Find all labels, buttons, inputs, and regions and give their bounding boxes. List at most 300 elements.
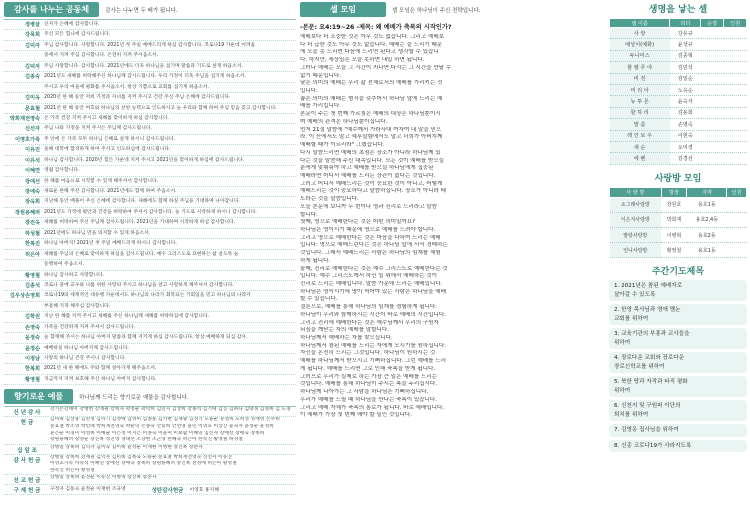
offering-names	[50, 455, 296, 475]
offering-names-line: 강병일 강옥희 강재권 김덕자 김미옥 김옥숙 노용순 문효철 박희재전영숙 신선자 이유진	[50, 454, 233, 460]
prayer-item	[609, 352, 747, 373]
sermon-line: 진리로 드리는 예배입니다. 말씀 가운데 드리는 예배입니다.	[300, 281, 443, 287]
sarangbang-table	[609, 187, 747, 259]
sermon-line: 하나님께서 예배하는 자를 찾으십니다.	[300, 335, 393, 342]
thanks-row	[4, 124, 296, 134]
sarangbang-table-cell: 황영철	[661, 243, 687, 258]
thanks-row	[4, 239, 296, 249]
middle-column	[300, 2, 606, 420]
sermon-line: 본문이 주는 첫 번째 가르침은 예배의 대상은 하나님뿐이시	[300, 111, 441, 118]
cell-table-cell: 강유규	[670, 28, 701, 39]
offering-names-line: 강병일 강옥희 윤정순 이유진 이병혁 장진옥 장춘자	[50, 475, 157, 481]
thanks-giver-name	[4, 302, 44, 311]
offering-subtitle: 하나님께 드리는 향기로운 예물을 감사합니다.	[79, 394, 189, 401]
thanks-row	[4, 145, 296, 155]
thanks-giver-name: 한복진	[24, 241, 40, 248]
cell-table-cell	[701, 50, 724, 61]
cell-table-cell	[701, 119, 724, 130]
cell-table-row	[610, 141, 747, 152]
thanks-message: 영월 감사합니다.	[44, 168, 80, 174]
thanks-row	[4, 62, 296, 72]
cell-table-cell: 손영숙	[670, 119, 701, 130]
thanks-message: 2021년도 가정에 평안과 건강을 허락하여 주셔서 감사합니다. 늘 기도로 시작하게 하시니 감사합니다.	[44, 209, 257, 215]
sermon-line: 다 더 급한 것도 아무 것도 없습니다. 예배는 늘 드리기 때문	[300, 41, 443, 48]
thanks-giver-name: 정병살	[24, 22, 40, 28]
prayer-item	[609, 400, 747, 421]
thanks-giver-name: 김덕자	[24, 42, 40, 49]
sarangbang-table-row	[610, 243, 747, 258]
offering-label: 십 일 조	[17, 447, 37, 454]
thanks-row	[4, 93, 296, 103]
sarangbang-table-cell: 용호2,4동	[687, 212, 727, 227]
prayer-item	[609, 328, 747, 349]
cell-table-cell	[724, 107, 747, 118]
prayer-item-line: 교회를 위하여	[614, 315, 649, 322]
thanks-message: 주시고 우리 마을에 평화를 주시옵소서. 항상 기쁨으로 교회를 섬기게 하옵소서.	[44, 84, 210, 90]
sermon-line: 둘째, 진리로 예배한다는 것은 예수 그리스도로 예배한다는 것	[300, 265, 448, 272]
cell-table-cell: 이현숙	[670, 130, 701, 141]
sermon-line: 하나님께서 참된 예배를 드리는 자에게 오시기를 원하십니다.	[300, 342, 446, 349]
cell-table-row	[610, 50, 747, 61]
offering-title: 향기로운 예물	[4, 389, 73, 404]
right-column	[609, 2, 747, 455]
thanks-giver-name: 김우상손영희	[9, 293, 40, 300]
sermon-line: 다. 하지만, 세상일은 오늘 못하면 내일 하면 됩니다.	[300, 57, 425, 64]
sermon-line: 예배할 때가 이르리라" 그랬습니다.	[300, 142, 385, 149]
thanks-row	[4, 156, 296, 166]
sermon-line: 게 됩니다. 예배를 드리면 그로 인해 축복을 받게 됩니다.	[300, 365, 436, 372]
cell-table-cell: 말 씀	[610, 119, 670, 130]
thanks-message: 지난 한 해를 지켜 주시고 새해를 주신 하나님께 새해를 허락하심에 감사합니다.	[44, 314, 210, 320]
sermon-line: 다는 것을 말씀해 주신 대목입니다. 모든 것이 예배를 받으실	[300, 157, 445, 164]
thanks-giver-name: 윤정숙	[24, 335, 40, 342]
thanks-giver-name: 강목희	[24, 32, 40, 39]
offering-names	[50, 407, 296, 416]
thanks-giver-name: 윤정순	[24, 345, 40, 352]
thanks-message: 한 해를 마음으로 시작할 수 있게 해주셔서 감사합니다.	[44, 178, 159, 184]
offering-names-line: 강병일 강옥희 김덕자 김미숙 김미옥 윤정순 이재현 이병현 장진옥 장춘자	[50, 444, 203, 450]
cell-header-bar	[300, 2, 606, 17]
thanks-header-bar	[4, 2, 296, 17]
sarangbang-table-cell: 장원호	[661, 197, 687, 212]
sarangbang-table-cell: 박희재	[661, 212, 687, 227]
offering-label: 선 교 헌 금	[13, 478, 41, 485]
thanks-row	[4, 197, 296, 207]
prayer-item-line: 2. 한영 목사님과 영애 멤논	[614, 307, 681, 314]
offering-names-line: 이영호가족 이유석 이혜연 장애선 장애숙 장옥희 장원용혜려 장진옥 전정애 허은아 황영철	[50, 461, 237, 467]
thanks-message: 주신 모든 힘나에 감사드립니다.	[44, 32, 111, 38]
sermon-line: 하나님은 영이시기 때문에 영으로 예배를 드려야 합니다.	[300, 226, 436, 233]
sermon-line: 먼저 21절 말씀에 "예수께서 가라사대 여자여 내 말을 믿으	[300, 126, 442, 133]
offering-row	[4, 445, 296, 455]
prayer-item-line: 위하여	[614, 339, 631, 346]
thanks-message: 2020년 한 해 동안 저희 가정과 자녀를 지켜 주시고 건강 주신 주님 은혜에 감사드립니다.	[44, 95, 231, 101]
thanks-giver-name: 이혜연	[24, 168, 40, 175]
thanks-row	[4, 208, 296, 218]
sermon-line: 그리고 영으로 예배한다는 것은 마음을 다하여 드리는 예배	[300, 234, 441, 241]
sermon-line: 라. 이 산에서도 말고 예루살렘에서도 말고 너희가 아버지께	[300, 134, 443, 141]
sermon-line: 그러나 예배는 오늘 그 시간이 지나면 다시는 그 시간을 만날 수	[300, 64, 452, 71]
sermon-line: 그러므로 우리가 실제로 하는 가장 큰 일은 예배를 드리는	[300, 373, 437, 380]
sermon-line: 다시 말씀드리면 예배의 초점은 장소가 아니라 하나님께 있	[300, 149, 441, 156]
sermon-line: 낮은 의미의 예배는 우리 삶 전체로서의 예배를 가리키는 것	[300, 80, 443, 87]
thanks-row	[4, 312, 296, 322]
prayer-item-line: 1. 2021년은 참된 예배자로	[614, 283, 683, 290]
offering-names	[50, 475, 296, 484]
thanks-message: 주 안에 온 가족 모두 하나님 은혜로 살게 하시니 감사드립니다.	[44, 136, 176, 142]
cell-table-cell	[701, 84, 724, 95]
cell-table-cell: 비 전	[610, 73, 670, 84]
thanks-row	[4, 250, 296, 260]
sarangbang-table-cell: 용호1동	[687, 197, 727, 212]
thanks-giver-name: 손영숙	[24, 324, 40, 331]
offering-label: 구 제 헌 금	[13, 488, 41, 495]
cell-table-cell	[701, 62, 724, 73]
thanks-message: 신자가 은혜에 감사합니다.	[44, 22, 100, 27]
thanks-message: 올해 대학에 합격하게 하여 주시고 인도하심에 감사드립니다.	[44, 147, 171, 153]
thanks-message: 중에서 지켜 주심 감사합니다. 온전히 지켜 주시옵소서.	[44, 53, 159, 59]
sermon-line: 하나님께 나아가는 그 사람을 하나님은 기뻐하십니다.	[300, 389, 429, 396]
offering-names-line: 문효철 박소영 박민태 박희재전영숙 박순덕 손종숙 안승희 안선영 윤민 이영호 이상진 윤숙자 윤정순 윤정희	[50, 423, 274, 429]
thanks-message: 가족을 건강하게 지켜 주셔서 감사드립니다.	[44, 324, 136, 330]
thanks-row	[4, 375, 296, 385]
sarangbang-table-cell: 언니사랑방	[610, 243, 662, 258]
sermon-line: 없기 때문입니다.	[300, 72, 341, 79]
thanks-message: 주님 감사합니다. 사랑합니다. 2021년 첫 주일 예배드리게 하심 감사합니다. 코로나19 가운데 어려움	[44, 42, 256, 48]
sermon-line: 에 오늘 못 드리면 다음에 드리면 된다고 생각할 수 있습니	[300, 49, 439, 56]
prayer-list	[609, 280, 747, 452]
christmas-offering-label: 성탄감사헌금	[151, 487, 184, 494]
sarangbang-table-header: 방장	[661, 187, 687, 197]
cell-table-cell: 사 랑	[610, 28, 670, 39]
sermon-line: 좁은 의미의 예배는 형식을 갖추어서 하나님 앞에 드리는 예	[300, 95, 443, 102]
thanks-row	[4, 229, 296, 239]
prayer-item-line: 살아갈 수 있도록	[614, 291, 656, 298]
thanks-giver-name: 한복희	[24, 366, 40, 373]
cell-table-cell	[701, 28, 724, 39]
thanks-giver-name: 김미옥	[24, 95, 40, 102]
thanks-giver-name: 김학권	[24, 314, 40, 321]
offering-label: 신 년 감 사	[13, 410, 41, 417]
birthday-cell-title: 생명을 낳는 셀	[648, 5, 708, 15]
thanks-giver-name: 황영철	[24, 376, 40, 383]
cell-table-cell	[724, 119, 747, 130]
thanks-row	[4, 344, 296, 354]
offering-list	[4, 406, 296, 485]
cell-table-cell	[701, 96, 724, 107]
thanks-row	[4, 271, 296, 281]
cell-table-cell	[701, 73, 724, 84]
thanks-message: 코로나19의 세계적인 대유행 가운데서도 하나님의 나라가 회복되는 기회임을 믿고 하나님의 나라가	[44, 293, 251, 299]
thanks-giver-name: 신선자	[24, 126, 40, 133]
sarangbang-table-row	[610, 228, 747, 243]
prayer-item-line: 위하여	[614, 387, 631, 394]
christmas-offering-names: 이영호 홍지혜	[189, 488, 219, 494]
sarangbang-table-cell	[727, 228, 747, 243]
cell-table-cell: 윤숙자	[670, 96, 701, 107]
sarangbang-table-cell	[727, 212, 747, 227]
sermon-line: 자신을 온전히 드리는 그것입니다. 하나님이 원하시는 것	[300, 350, 436, 357]
sarangbang-table-header: 사 랑 방	[610, 187, 662, 197]
thanks-message: 하나님 감사하고 사랑합니다.	[44, 272, 105, 278]
thanks-giver-name: 장진옥	[24, 220, 40, 227]
thanks-message: 2021년도 새해를 허락해주신 하나님께 감사드립니다. 우리 가정이 더욱 주님을 섬기게 하옵소서.	[44, 74, 246, 80]
offering-names	[50, 445, 296, 454]
cell-table-cell: 김종혁	[670, 50, 701, 61]
sermon-line: 입니다. 예수 그리스도께서 하신 일 위에서 예배하는 것이	[300, 273, 437, 280]
thanks-message: 온 가족 건강 지켜 주시고 새해를 맞이하게 하심 감사합니다.	[44, 115, 169, 121]
cell-table-cell: 김용희	[670, 107, 701, 118]
sarangbang-table-header: 인원	[727, 187, 747, 197]
thanks-row	[4, 291, 296, 301]
sermon-line: 분에게 맞춰줘야 하고 예배를 받으실 하나님에게 집중된	[300, 165, 434, 172]
sarangbang-table-cell: 이은지사랑방	[610, 212, 662, 227]
cell-table-cell	[724, 50, 747, 61]
cell-table-cell	[724, 96, 747, 107]
cell-table-cell: 오미경	[670, 141, 701, 152]
thanks-row	[4, 187, 296, 197]
thanks-message: 동행하여 주옵소서.	[44, 262, 85, 268]
cell-table-cell: 김경선	[670, 153, 701, 164]
thanks-giver-name: 황영철	[24, 272, 40, 279]
sermon-line: 첫째, 영으로 예배한다는 것은 어떤 의미일까요?	[300, 219, 416, 226]
cell-table-header: 셀 이름	[610, 19, 670, 28]
thanks-message: 코로나 중에 교우와 나를 위한 사랑의 주시고 하나님을 알고 사랑하게 해주셔서 감사합니다.	[44, 282, 234, 288]
thanks-row	[4, 114, 296, 124]
thanks-giver-name: 문효철	[24, 105, 40, 112]
sermon-line: 예배라면 어디서 예배를 드리든 상관이 없다는 것입니다.	[300, 172, 436, 179]
thanks-giver-name	[4, 83, 44, 92]
sarangbang-table-cell: 용호2동	[687, 228, 727, 243]
offering-names-line: 강기온강세미 강병헌 강재권 강희자 곽정순 곽덕희 김민지 김상희 강종석 김기택 김진 김하나 김태경 김형옥 김 도경	[50, 407, 291, 413]
thanks-message: 2021년에도 하나님 만을 의지할 수 있게 하옵소서.	[44, 230, 151, 236]
cell-table-cell	[724, 84, 747, 95]
cell-subtitle: 셀 모임은 하나님이 주신 전략입니다.	[391, 7, 481, 14]
thanks-giver-name	[4, 51, 44, 60]
cell-table-cell: 뉴 투 몬	[610, 96, 670, 107]
thanks-message: 예배하실 하나님 아버지께 감사드립니다.	[44, 345, 129, 351]
thanks-subtitle: 감사는 나누면 두 배가 됩니다.	[105, 7, 178, 14]
thanks-message: 2021년 새 한 해에도 주와 함께 살아가게 해주옵소서.	[44, 366, 157, 372]
offering-row	[4, 407, 296, 417]
prayer-item	[609, 304, 747, 325]
cell-table-cell: 노옥순	[670, 84, 701, 95]
cell-table-cell	[724, 62, 747, 73]
thanks-giver-name: 하성철	[24, 230, 40, 237]
thanks-giver-name: 이유진	[24, 147, 40, 154]
sermon-line: 우리가 예배를 드릴 때 하나님을 만나는 축복이 있습니다.	[300, 396, 437, 403]
cell-table-header: 리더	[670, 19, 701, 28]
cell-table-row	[610, 107, 747, 118]
thanks-giver-name: 장원용혜려	[14, 209, 40, 216]
thanks-row	[4, 83, 296, 93]
offering-row	[4, 417, 296, 444]
sarangbang-title: 사랑방 모임	[654, 173, 702, 184]
cell-table-row	[610, 62, 747, 73]
cell-table-cell: 새 순	[610, 141, 670, 152]
sermon-line: 하나님은 영이시기에 영이 먹어야 있는 사람은 하나님을 예배	[300, 288, 446, 295]
thanks-row	[4, 354, 296, 364]
sermon-body	[300, 34, 606, 420]
cell-table-cell: 두나미스	[610, 50, 670, 61]
cell-table-row	[610, 153, 747, 164]
cell-table-cell	[701, 130, 724, 141]
offering-names-line: 한복진 허은아 황영철	[50, 467, 95, 473]
sarangbang-table-row	[610, 197, 747, 212]
cell-table-cell	[701, 153, 724, 164]
sarangbang-table-cell: 용호1동	[687, 243, 727, 258]
sermon-line: 것입니다. 예배를 통해 하나님이 주시는 복을 누리십시다.	[300, 381, 437, 388]
thanks-row	[4, 281, 296, 291]
thanks-title: 감사를 나누는 공동체	[4, 2, 99, 17]
thanks-giver-name: 장옥희	[24, 199, 40, 206]
cell-table-row	[610, 73, 747, 84]
cell-table-row	[610, 119, 747, 130]
cell-table-cell: 머 리 아	[610, 84, 670, 95]
sermon-line: 입니다.	[300, 88, 318, 95]
sermon-line: 그리고 예배 자체가 축복의 통로가 됩니다. 바로 예배입니다.	[300, 404, 445, 411]
prayer-item	[609, 424, 747, 437]
thanks-row	[4, 104, 296, 114]
sermon-line: 배를 가리킵니다.	[300, 103, 341, 110]
thanks-message: 새해를 주님의 은혜로 맞이하게 하심을 감사드립니다. 예수 그리스도로 표현하는 삶 살도록 늘	[44, 251, 239, 257]
sermon-line: 하나님이 우리와 함께하시는 시간이 바로 예배의 시간입니다.	[300, 311, 446, 318]
offering-row-relief	[4, 485, 296, 495]
offering-names-line: 김미옥 김상중 김연정 김서기 김정애 김영미 김종훈 김가현 김재광 김정기 노용순 유정희 노희정 성재영 손주희	[50, 417, 280, 423]
cell-table-cell	[724, 39, 747, 50]
thanks-message: 지난해 동안 베풀어 주신 은혜에 감사합니다. 새해에도 함께 하실 주님을 기대하며 나아갑니다.	[44, 199, 240, 205]
sarangbang-table-cell: 말랑사랑방	[610, 228, 662, 243]
sermon-line: 그리고 진리에 예배한다는 것은 예수님께서 우리의 구원자	[300, 319, 439, 326]
prayer-item	[609, 280, 747, 301]
thanks-row	[4, 41, 296, 51]
thanks-message: 하나님 감사합니다. 2020년 힘든 가운데 지켜 주시고 2021년을 맞이하게 하심에 감사드립니다.	[44, 157, 245, 163]
thanks-message: 주님 나와 가정을 지켜 주시는 주님께 감사드립니다.	[44, 126, 152, 132]
sermon-line: 이 예배가 가장 첫 번째 해야 할 일인 것입니다.	[300, 412, 412, 419]
sarangbang-table-row	[610, 212, 747, 227]
prayer-item-line: 5. 북한 땅과 자작과 타직 평화	[614, 379, 688, 386]
prayer-item	[609, 376, 747, 397]
thanks-message: 새로운 한해 주신 감사합니다. 2021년에도 함께 하여 주옵소서.	[44, 189, 177, 194]
thanks-giver-name: 김종석	[24, 282, 40, 289]
cell-table-cell: 할 하 리	[610, 107, 670, 118]
thanks-message: 부흥해 지게 해주심 감사합니다.	[44, 303, 111, 309]
thanks-row	[4, 364, 296, 374]
thanks-message: 하나님 아버지! 2021년 첫 주일 예배드리게 하시니 감사합니다.	[44, 241, 177, 247]
left-column	[4, 2, 296, 495]
cell-table-cell	[701, 39, 724, 50]
cell-table-cell	[701, 107, 724, 118]
cell-table-cell	[701, 141, 724, 152]
thanks-giver-name: 허은아	[24, 251, 40, 258]
cell-table-cell: 레 인 보 우	[610, 130, 670, 141]
thanks-row	[4, 323, 296, 333]
thanks-list	[4, 19, 296, 385]
thanks-row	[4, 302, 296, 312]
cell-table-cell: 에 벤	[610, 153, 670, 164]
cell-table-row	[610, 84, 747, 95]
sermon-line: 되심을 깨닫는 자의 예배를 말합니다.	[300, 327, 389, 334]
offering-header-bar	[4, 389, 296, 404]
offering-names	[50, 417, 296, 443]
sermon-line: 오늘 본문에 보니까 두 번이나 영과 진리로 드리라고 말씀	[300, 203, 437, 210]
sermon-line: 하게 됩니다.	[300, 257, 331, 264]
cell-table-cell: 윤성규	[670, 39, 701, 50]
prayer-item-line: 4. 장로다운 교회와 장로다운	[614, 355, 685, 362]
sermon-line: 예배드리는 것이 중요하다고 말씀하십니다. 장소가 아니라 태	[300, 188, 446, 195]
prayer-item-line: 3. 교육기관의 부흥과 교사들을	[614, 331, 690, 338]
sermon-line: 할 수 있습니다.	[300, 296, 338, 303]
prayer-item-line: 6. 신천지 및 구원파 이단의	[614, 403, 681, 410]
offering-names-line: 장원용혜려 장영순 장진옥 정진영 정대선 조상현 조근영 한혜숙 허은아 한복진 황영철 하성철	[50, 437, 243, 443]
offering-label: 감 사 헌 금	[13, 457, 41, 464]
thanks-giver-name: 박희재전영숙	[9, 115, 40, 122]
sarangbang-table-cell: 소그래사랑방	[610, 197, 662, 212]
thanks-row	[4, 72, 296, 82]
thanks-row	[4, 51, 296, 61]
thanks-row	[4, 20, 296, 30]
sermon-line: 합니다.	[300, 211, 318, 218]
thanks-giver-name: 이영호가족	[14, 136, 40, 143]
cell-table-cell: 김민석	[670, 62, 701, 73]
thanks-giver-name	[4, 260, 44, 269]
cell-table-cell	[724, 141, 747, 152]
cell-table-cell: 할 렐 루 야	[610, 62, 670, 73]
cell-table-header: 인원	[724, 19, 747, 28]
thanks-message: 사랑의 하나님 건강 주시니 감사합니다.	[44, 356, 126, 361]
prayer-title: 주간기도제목	[651, 267, 705, 278]
prayer-item-line: 퇴치를 위하여	[614, 411, 649, 418]
thanks-message: 새해를 허락하여 주신 주님께 감사드립니다. 2021년을 기대하며 시작하게 하심 감사합니다.	[44, 220, 236, 226]
sermon-line: 그러고 어디서 예배드리는 것이 중요한 것이 아니고, 어떻게	[300, 180, 443, 187]
sermon-line: 입니다. 영으로 예배드린다는 것은 하나님 앞에 서서 경배하는	[300, 242, 448, 249]
thanks-giver-name: 이정남	[24, 356, 40, 362]
cell-table-cell: 김일순	[670, 73, 701, 84]
cell-table	[609, 18, 747, 165]
sermon-line: 도라는 것을 말씀입니다.	[300, 196, 359, 203]
thanks-row	[4, 260, 296, 270]
thanks-message: 2021년 한 해 동안 여호와 하나님의 선한 능력으로 인도하시고 늘 우리와 함께 하여 주심 믿음 갖고 감사합니다.	[44, 105, 277, 111]
cell-table-row	[610, 130, 747, 141]
thanks-row	[4, 166, 296, 176]
thanks-row	[4, 333, 296, 343]
thanks-row	[4, 177, 296, 187]
sarangbang-table-cell	[727, 243, 747, 258]
prayer-item-line: 8. 신종 코로나19가 사라지도록	[614, 442, 692, 449]
sermon-line: 며 예배의 관객은 하나님뿐이십니다.	[300, 118, 388, 125]
prayer-item	[609, 440, 747, 453]
sarangbang-table-cell	[727, 197, 747, 212]
thanks-giver-name: 이유석	[24, 157, 40, 164]
thanks-row	[4, 135, 296, 145]
cell-title: 셀 모임	[300, 2, 386, 17]
thanks-giver-name: 김덕자	[24, 63, 40, 70]
sarangbang-table-cell: 이병혁	[661, 228, 687, 243]
thanks-message: 늘 함께해 주시는 하나님 아버지 말씀과 함께 지키게 하심 감사드립니다. 항상 예배하게 되심 감사.	[44, 335, 248, 341]
sarangbang-table-header: 지역	[687, 187, 727, 197]
offering-names-line: 윤은순 이경미 이영옥 이예슬 이은정 이지은 이종숙 이윤미 이보람 이혜연 임신자 장애선 장애숙 장옥희	[50, 430, 265, 436]
offering-names: 구정자 김동숙 윤정순 이재현 조규영	[50, 486, 126, 492]
thanks-giver-name: 장애선	[24, 178, 40, 185]
sermon-line: 예배를 하나님께서 받으시고 기뻐하십니다. 그런 예배를 드리	[300, 358, 446, 365]
cell-table-cell	[724, 130, 747, 141]
sermon-line: 것입니다. 그래서 예배드리는 사람은 하나님의 임재를 체험	[300, 250, 441, 257]
sermon-line: 예배보다 더 소중한 것은 아무 것도 없습니다. 그리고 예배보	[300, 34, 445, 40]
thanks-message: 지금까지 지켜 보호해 주신 하나님 아버지 감사합니다.	[44, 376, 157, 382]
cell-table-cell	[724, 73, 747, 84]
thanks-row	[4, 218, 296, 228]
thanks-giver-name: 장애숙	[24, 189, 40, 195]
